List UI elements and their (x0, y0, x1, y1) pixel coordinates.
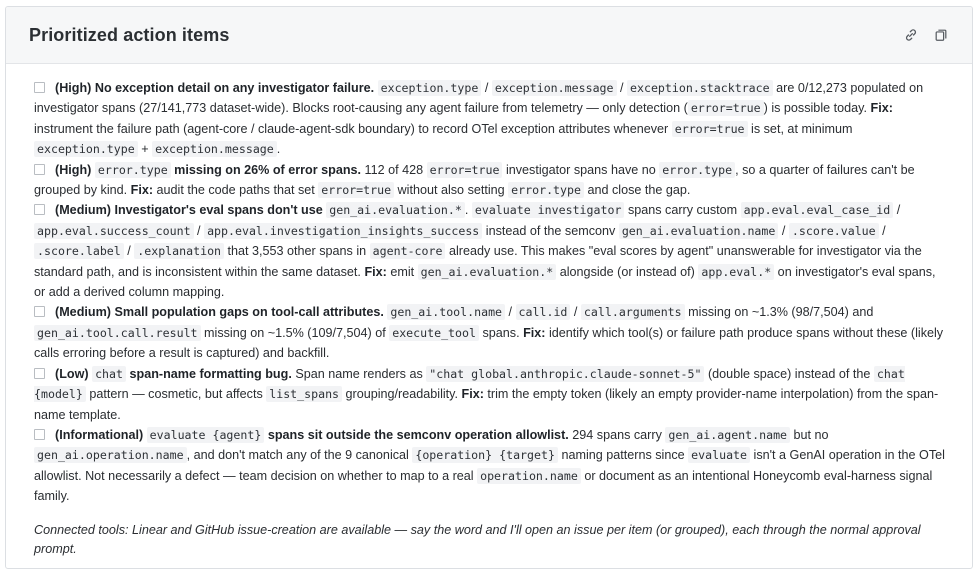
code-token: gen_ai.agent.name (665, 427, 790, 443)
item-text: , and don't match any of the 9 canonical (186, 448, 413, 463)
code-token: gen_ai.operation.name (34, 447, 187, 463)
code-token: evaluate (688, 447, 750, 463)
code-token: error=true (318, 182, 394, 198)
task-checkbox[interactable] (34, 82, 45, 93)
code-token: error=true (672, 121, 748, 137)
item-text: / (893, 203, 901, 218)
item-text: instead of the semconv (482, 223, 619, 238)
item-text: on investigator's eval spans, or add a derived column mapping. (34, 264, 936, 300)
card-body (6, 64, 972, 559)
code-token: error=true (427, 162, 503, 178)
item-text: / (778, 223, 789, 238)
item-text: isn't a GenAI operation in the OTel allowlist. Not necessarily a defect — team decision on whether to map to a real (34, 448, 945, 483)
item-text: identify which tool(s) or failure path produce spans without these (likely calls erroring before a result is captured) and backfill. (34, 325, 944, 361)
item-text: . (464, 203, 472, 218)
code-token: app.eval.investigation_insights_success (204, 223, 482, 239)
priority-tag: (Informational) (55, 427, 144, 442)
code-token: gen_ai.evaluation.name (619, 223, 779, 239)
item-text: investigator spans have no (502, 162, 660, 177)
code-token: exception.message (152, 141, 277, 157)
code-token: chat {model} (34, 366, 905, 402)
code-token: exception.type (378, 80, 482, 96)
code-token: exception.stacktrace (627, 80, 773, 96)
action-items-card (5, 6, 973, 569)
item-text: Span name renders as (291, 366, 427, 381)
fix-label: Fix: (130, 183, 154, 198)
list-item (34, 78, 946, 160)
item-text: / (193, 223, 205, 238)
item-text: spans carry custom (624, 203, 741, 218)
code-token: error.type (659, 162, 735, 178)
priority-tag: (High) (55, 162, 92, 177)
code-token: {operation} {target} (412, 447, 558, 463)
code-token: .score.value (789, 223, 879, 239)
link-icon[interactable] (902, 26, 920, 44)
task-checkbox[interactable] (34, 429, 45, 440)
item-heading: span-name formatting bug. (126, 366, 292, 381)
copy-icon[interactable] (932, 26, 950, 44)
code-token: error.type (508, 182, 584, 198)
task-checkbox[interactable] (34, 164, 45, 175)
item-text: but no (790, 427, 829, 442)
item-text: missing on ~1.5% (109/7,504) of (200, 325, 390, 340)
fix-label: Fix: (523, 325, 546, 340)
list-item (34, 200, 946, 302)
item-heading: missing on 26% of error spans. (170, 162, 362, 177)
code-token: error=true (688, 100, 764, 116)
code-token: evaluate investigator (472, 202, 625, 218)
task-checkbox[interactable] (34, 204, 45, 215)
fix-label: Fix: (364, 264, 387, 279)
code-token: error.type (95, 162, 171, 178)
code-token: gen_ai.tool.name (387, 304, 505, 320)
item-text: / (878, 223, 886, 238)
list-item (34, 364, 946, 425)
code-token: exception.type (34, 141, 138, 157)
fix-label: Fix: (870, 101, 893, 116)
list-item (34, 160, 946, 201)
item-text: pattern — cosmetic, but affects (85, 387, 267, 402)
item-text: / (123, 244, 135, 259)
item-heading: Small population gaps on tool-call attributes. (114, 305, 384, 320)
code-token: .explanation (134, 243, 224, 259)
code-token: gen_ai.evaluation.* (418, 264, 557, 280)
priority-tag: (Medium) (55, 203, 111, 218)
item-text: trim the empty token (likely an empty provider-name interpolation) from the span-name template. (34, 387, 939, 422)
item-text: . (276, 142, 281, 157)
item-heading: No exception detail on any investigator failure. (94, 81, 375, 95)
item-text: / (570, 305, 581, 320)
item-text: (double space) instead of the (704, 366, 874, 381)
item-text: + (137, 142, 153, 157)
code-token: agent-core (370, 243, 446, 259)
item-text: , so a quarter of failures can't be grouped by kind. (34, 162, 915, 198)
code-token: app.eval.eval_case_id (741, 202, 894, 218)
code-token: "chat global.anthropic.claude-sonnet-5" (426, 366, 704, 382)
item-text: ) is possible today. (763, 101, 871, 116)
item-text: missing on ~1.3% (98/7,504) and (684, 305, 874, 320)
item-text: are 0/12,273 populated on investigator spans (27/141,773 dataset-wide). Blocks root-causing any agent failure from telemetry — only detection ( (34, 81, 924, 116)
task-checkbox[interactable] (34, 368, 45, 379)
priority-tag: (Low) (55, 366, 89, 381)
list-item (34, 302, 946, 363)
code-token: app.eval.success_count (34, 223, 194, 239)
item-text: without also setting (394, 183, 509, 198)
item-text: / (616, 81, 628, 95)
item-text: audit the code paths that set (153, 183, 319, 198)
priority-tag: (High) (55, 81, 92, 95)
item-text: or document as an intentional Honeycomb eval-harness signal family. (34, 468, 933, 504)
item-text: instrument the failure path (agent-core / claude-agent-sdk boundary) to record OTel exception attributes whenever (34, 121, 672, 136)
item-text: 294 spans carry (568, 427, 666, 442)
code-token: operation.name (477, 468, 581, 484)
card-title: Prioritized action items (29, 24, 230, 45)
item-heading: spans sit outside the semconv operation allowlist. (264, 427, 569, 442)
priority-tag: (Medium) (55, 305, 111, 320)
item-text: 112 of 428 (361, 162, 427, 177)
code-token: call.arguments (581, 304, 685, 320)
footer-note: Connected tools: Linear and GitHub issue-creation are available — say the word and I'll open an issue per item (or grouped), each through the normal approval prompt. (34, 522, 921, 556)
item-text: alongside (or instead of) (556, 264, 699, 279)
item-text: that 3,553 other spans in (224, 244, 370, 259)
card-header (6, 7, 972, 64)
task-checkbox[interactable] (34, 306, 45, 317)
item-text: naming patterns since (557, 448, 689, 463)
code-token: gen_ai.evaluation.* (326, 202, 465, 218)
item-text: grouping/readability. (342, 387, 462, 402)
list-item (34, 425, 946, 507)
code-token: list_spans (266, 386, 342, 402)
item-text: and close the gap. (583, 183, 691, 198)
code-token: exception.message (492, 80, 617, 96)
code-token: call.id (516, 304, 571, 320)
code-token: evaluate {agent} (147, 427, 265, 443)
item-text: / (505, 305, 516, 320)
code-token: app.eval.* (698, 264, 774, 280)
item-text: / (481, 81, 492, 95)
item-text: already use. This makes "eval scores by agent" unanswerable for investigator via the standard path, and is inconsistent within the same dataset. (34, 244, 922, 279)
fix-label: Fix: (461, 387, 484, 402)
code-token: execute_tool (389, 325, 479, 341)
item-heading: Investigator's eval spans don't use (114, 203, 327, 218)
item-text: emit (386, 264, 418, 279)
item-text: is set, at minimum (747, 121, 853, 136)
code-token: .score.label (34, 243, 124, 259)
code-token: chat (92, 366, 126, 382)
item-text: spans. (478, 325, 524, 340)
header-actions (902, 26, 950, 44)
code-token: gen_ai.tool.call.result (34, 325, 201, 341)
